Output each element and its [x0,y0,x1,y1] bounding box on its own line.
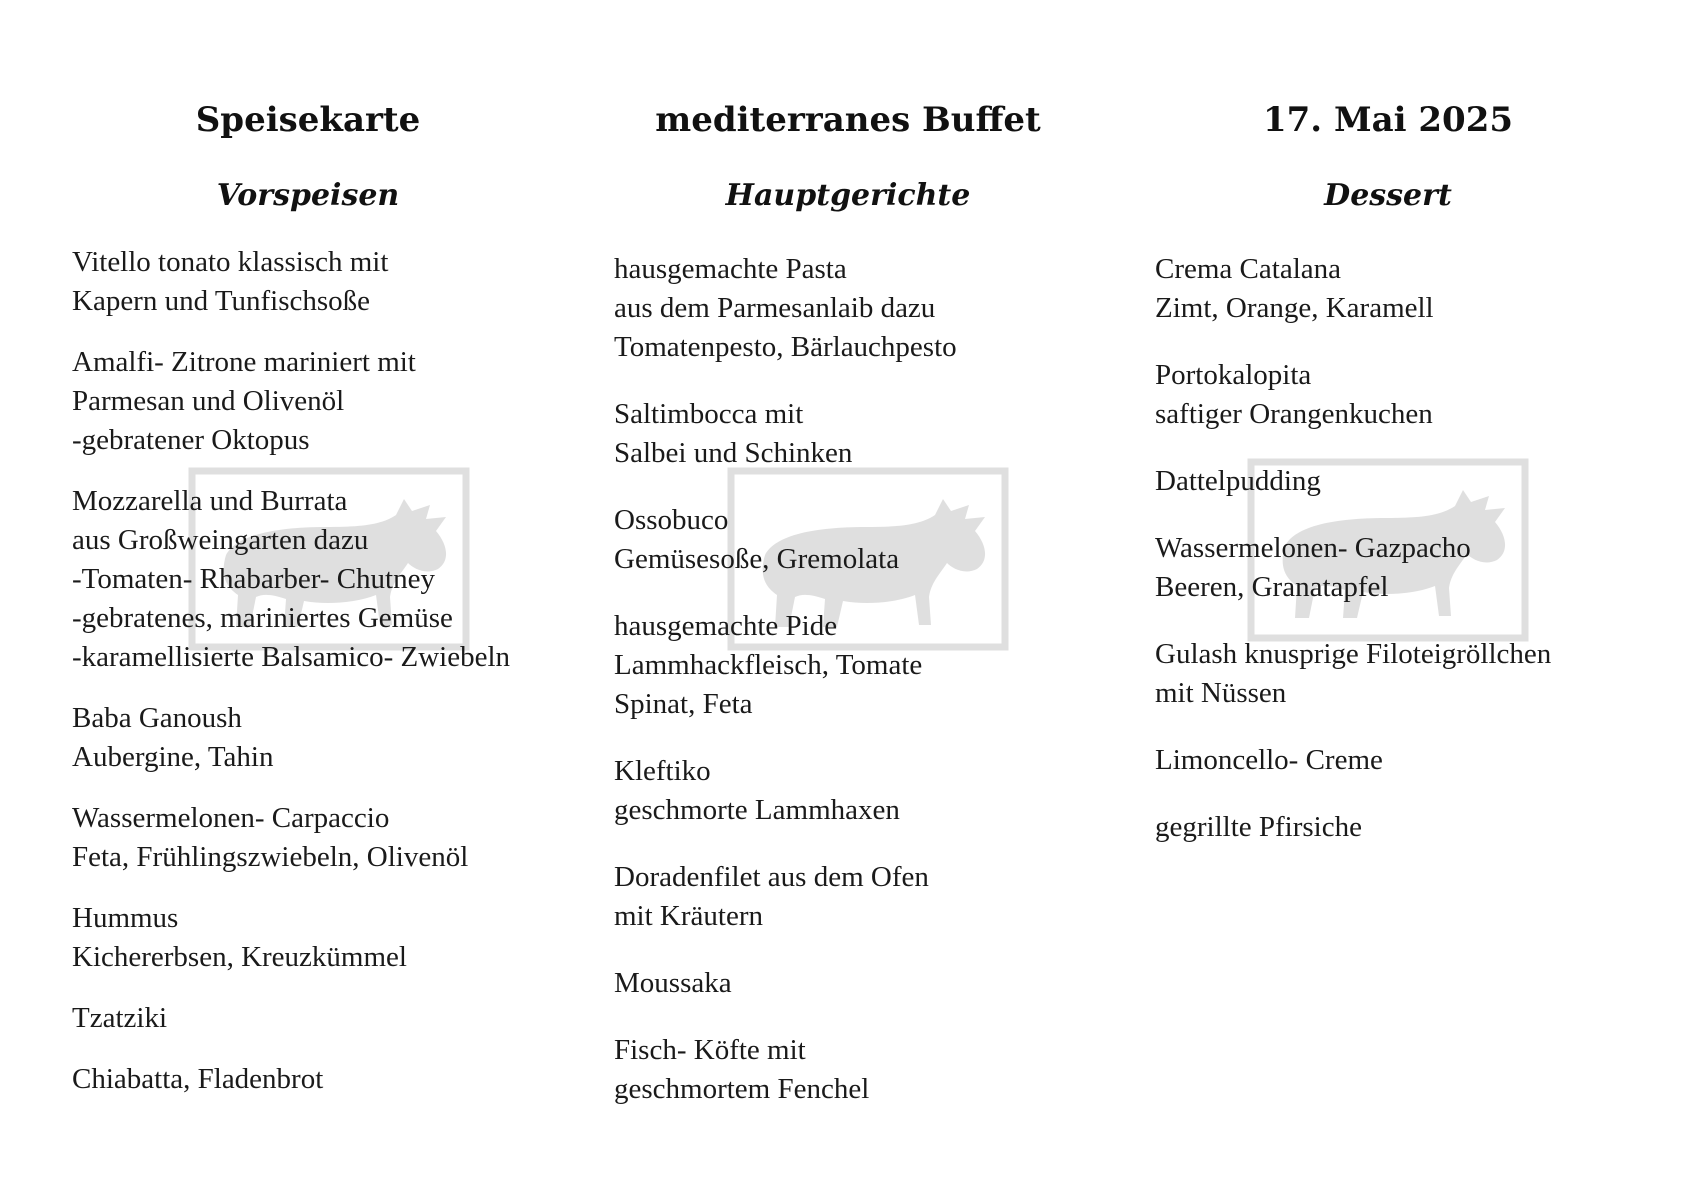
menu-item-name: Crema Catalana [1155,253,1341,285]
menu-item [1155,808,1551,847]
menu-item [72,343,510,460]
menu-item-detail: Lammhackfleisch, Tomate [614,649,923,681]
buffet-heading: mediterranes Buffet [655,100,1041,140]
menu-item-detail: -gebratenes, mariniertes Gemüse [72,602,453,634]
menu-item-detail: -gebratener Oktopus [72,424,310,456]
dessert-list [1155,250,1551,875]
menu-item-detail: Aubergine, Tahin [72,741,274,773]
menu-item-detail: -Tomaten- Rhabarber- Chutney [72,563,435,595]
menu-item [1155,356,1551,434]
menu-item [1155,741,1551,780]
menu-item-name: Hummus [72,902,179,934]
menu-item [72,899,510,977]
menu-heading: Speisekarte [195,100,421,140]
menu-item [614,501,957,579]
menu-item-detail: Salbei und Schinken [614,437,853,469]
menu-item-name: Amalfi- Zitrone mariniert mit [72,346,416,378]
menu-item [72,699,510,777]
menu-item-name: Kleftiko [614,755,711,787]
menu-item [614,607,957,724]
menu-item-name: Vitello tonato klassisch mit [72,246,389,278]
menu-item-detail: mit Kräutern [614,900,763,932]
menu-item-name: Wassermelonen- Carpaccio [72,802,390,834]
menu-item [72,799,510,877]
menu-item-name: Ossobuco [614,504,729,536]
menu-item [614,964,957,1003]
menu-item-name: Chiabatta, Fladenbrot [72,1063,324,1095]
menu-item-detail: Kapern und Tunfischsoße [72,285,371,317]
menu-item [72,1060,510,1099]
menu-item-name: Mozzarella und Burrata [72,485,348,517]
menu-item-name: Doradenfilet aus dem Ofen [614,861,929,893]
menu-item [1155,462,1551,501]
menu-item-name: Limoncello- Creme [1155,744,1383,776]
menu-item-detail: saftiger Orangenkuchen [1155,398,1433,430]
menu-item-detail: aus dem Parmesanlaib dazu [614,292,936,324]
section-title-hauptgerichte: Hauptgerichte [725,178,971,213]
menu-item-detail: Feta, Frühlingszwiebeln, Olivenöl [72,841,469,873]
menu-item [614,395,957,473]
menu-item-detail: aus Großweingarten dazu [72,524,369,556]
menu-item-name: Moussaka [614,967,732,999]
menu-item [614,752,957,830]
menu-item-name: Dattelpudding [1155,465,1321,497]
menu-item-detail: mit Nüssen [1155,677,1287,709]
menu-item-detail: Beeren, Granatapfel [1155,571,1389,603]
menu-item-detail: geschmorte Lammhaxen [614,794,900,826]
menu-item-detail: geschmortem Fenchel [614,1073,870,1105]
menu-item [614,858,957,936]
menu-item-name: Wassermelonen- Gazpacho [1155,532,1471,564]
menu-item [72,243,510,321]
menu-item-name: Gulash knusprige Filoteigröllchen [1155,638,1552,670]
main-course-list [614,250,957,1137]
menu-item-detail: Spinat, Feta [614,688,753,720]
menu-item [1155,635,1551,713]
menu-item-name: Tzatziki [72,1002,168,1034]
menu-item-detail: Gemüsesoße, Gremolata [614,543,900,575]
menu-item-detail: -karamellisierte Balsamico- Zwiebeln [72,641,511,673]
menu-item [1155,250,1551,328]
date-heading: 17. Mai 2025 [1262,100,1514,140]
menu-item-name: Fisch- Köfte mit [614,1034,806,1066]
menu-item [1155,529,1551,607]
menu-item-name: hausgemachte Pide [614,610,838,642]
section-title-vorspeisen: Vorspeisen [216,178,400,213]
menu-item-detail: Parmesan und Olivenöl [72,385,345,417]
menu-item [614,1031,957,1109]
menu-item [72,999,510,1038]
starter-list [72,243,510,1121]
section-title-dessert: Dessert [1324,178,1452,213]
menu-item-name: gegrillte Pfirsiche [1155,811,1362,843]
menu-item-name: Baba Ganoush [72,702,242,734]
menu-item [614,250,957,367]
menu-item-detail: Tomatenpesto, Bärlauchpesto [614,331,957,363]
menu-item-name: Portokalopita [1155,359,1312,391]
menu-item-detail: Kichererbsen, Kreuzkümmel [72,941,407,973]
menu-item-name: hausgemachte Pasta [614,253,847,285]
menu-item-detail: Zimt, Orange, Karamell [1155,292,1434,324]
menu-item-name: Saltimbocca mit [614,398,804,430]
menu-item [72,482,510,677]
